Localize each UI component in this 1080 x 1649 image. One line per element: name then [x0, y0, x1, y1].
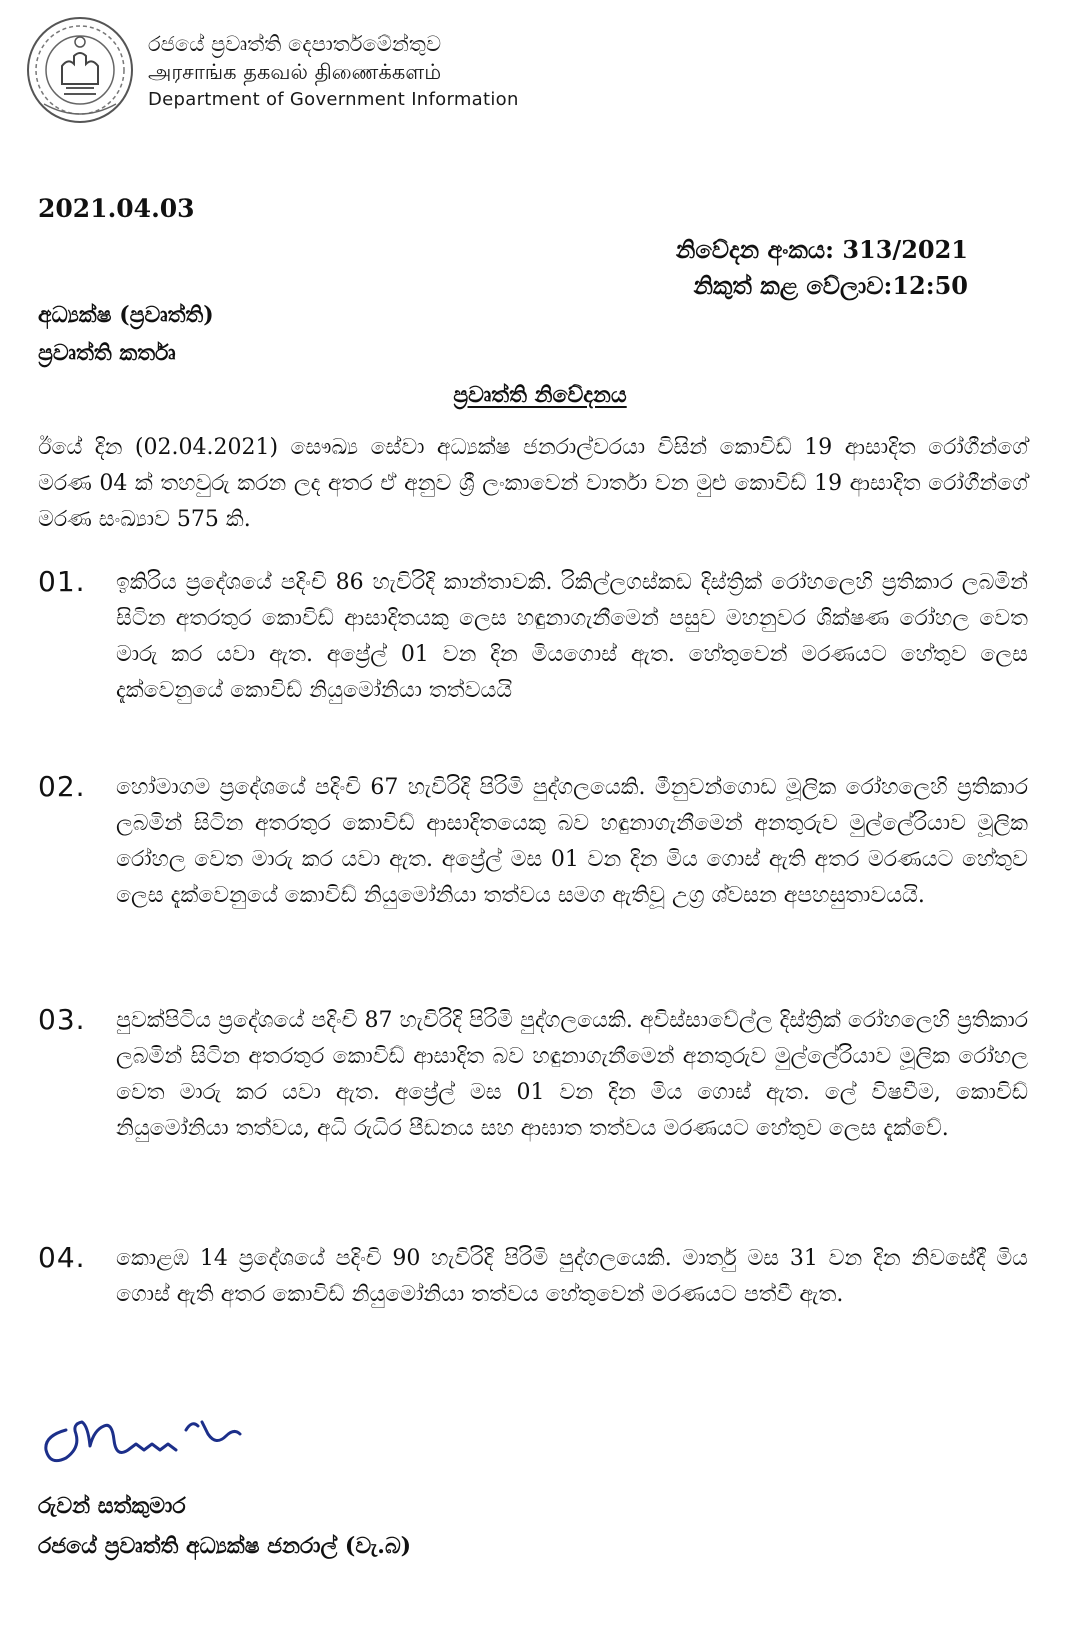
document-title [0, 382, 1080, 408]
item-number: 02. [38, 770, 86, 803]
dept-name-tamil: அரசாங்க தகவல் திணைக்களம் [148, 60, 442, 84]
sender-line-1: අධ්‍යක්ෂ (ප්‍රවෘත්ති) [38, 302, 214, 328]
sender-block [38, 296, 214, 372]
department-letterhead [148, 30, 519, 114]
signer-designation: රජයේ ප්‍රවෘත්ති අධ්‍යක්ෂ ජනරාල් (වැ.බ) [38, 1533, 412, 1559]
dept-name-english: Department of Government Information [148, 89, 519, 110]
signer-name: රුවන් සත්කුමාර [38, 1493, 186, 1519]
release-time: නිකුත් කළ වේලාව:12:50 [693, 271, 968, 300]
item-number: 03. [38, 1003, 86, 1036]
release-date: 2021.04.03 [38, 194, 195, 223]
item-text: ඉකිරිය ප්‍රදේශයේ පදිංචි 86 හැවිරිදි කාන්තාවකි. රිකිල්ලගස්කඩ දිස්ත්‍රික් රෝහලෙහි ප්‍රතිකාර ලබමින් සිටින අතරතුර කොවිඩ් ආසාදිතයකු ලෙස හඳුනාගැනීමෙන් පසුව මහනුවර ශික්ෂණ රෝහල වෙත මාරු කර යවා ඇත. අප්‍රේල් 01 වන දින මියගොස් ඇත. හේතුවෙන් මරණයට හේතුව ලෙස දැක්වෙනුයේ කොවිඩ් නියුමෝනියා තත්වයයි [116, 570, 1028, 703]
sender-line-2: ප්‍රවෘත්ති කර්තෘ [38, 340, 176, 366]
sri-lanka-emblem-icon [24, 14, 136, 126]
item-number: 04. [38, 1241, 86, 1274]
release-meta [676, 232, 968, 304]
item-text: පුවක්පිටිය ප්‍රදේශයේ පදිංචි 87 හැවිරිදි පිරිමි පුද්ගලයෙකි. අවිස්සාවේල්ල දිස්ත්‍රික් රෝහලෙහි ප්‍රතිකාර ලබමින් සිටින අතරතුර කොවිඩ් ආසාදිත බව හඳුනාගැනීමෙන් අනතුරුව මුල්ලේරියාව මූලික රෝහල වෙත මාරු කර යවා ඇත. අප්‍රේල් මස 01 වන දින මිය ගොස් ඇත. ලේ විෂවීම, කොවිඩ් නියුමෝනියා තත්වය, අධි රුධිර පීඩනය සහ ආඝාත තත්වය මරණයට හේතුව ලෙස දැක්වේ. [116, 1008, 1028, 1141]
signature-icon [36, 1400, 246, 1480]
item-number: 01. [38, 565, 86, 598]
dept-name-sinhala: රජයේ ප්‍රවෘත්ති දෙපාර්තමේන්තුව [148, 32, 442, 56]
document-title-text: ප්‍රවෘත්ති නිවේදනය [453, 382, 627, 408]
item-text: කොළඹ 14 ප්‍රදේශයේ පදිංචි 90 හැවිරිදි පිරිමි පුද්ගලයෙකි. මාර්තු මස 31 වන දින නිවසේදී මිය ගොස් ඇති අතර කොවිඩ් නියුමෝනියා තත්වය හේතුවෙන් මරණයට පත්වී ඇත. [116, 1246, 1028, 1307]
release-number: නිවේදන අංකය: 313/2021 [675, 235, 968, 264]
signer-block [38, 1486, 411, 1566]
intro-paragraph: ඊයේ දින (02.04.2021) සෞඛ්‍ය සේවා අධ්‍යක්ෂ ජනරාල්වරයා විසින් කොවිඩ් 19 ආසාදිත රෝගීන්ගේ මරණ 04 ක් තහවුරු කරන ලද අතර ඒ අනුව ශ්‍රී ලංකාවෙන් වාර්තා වන මුළු කොවිඩ් 19 ආසාදිත රෝගීන්ගේ මරණ සංඛ්‍යාව 575 කි. [38, 435, 1028, 532]
item-text: හෝමාගම ප්‍රදේශයේ පදිංචි 67 හැවිරිදි පිරිමි පුද්ගලයෙකි. මීනුවන්ගොඩ මූලික රෝහලෙහි ප්‍රතිකාර ලබමින් සිටින අතරතුර කොවිඩ් ආසාදිතයෙකු බව හඳුනාගැනීමෙන් අනතුරුව මුල්ලේරියාව මූලික රෝහල වෙත මාරු කර යවා ඇත. අප්‍රේල් මස 01 වන දින මිය ගොස් ඇති අතර මරණයට හේතුව ලෙස දැක්වෙනුයේ කොවිඩ් නියුමෝනියා තත්වය සමග ඇතිවූ උග්‍ර ශ්වසන අපහසුතාවයයි. [116, 775, 1028, 908]
